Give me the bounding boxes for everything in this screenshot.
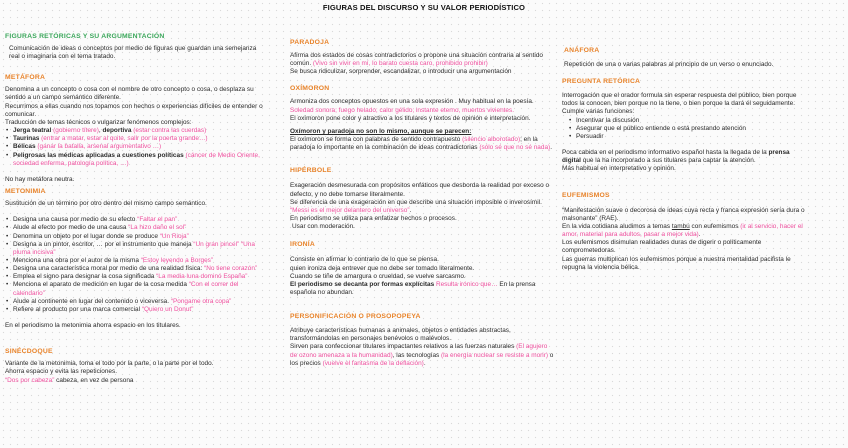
text: o los precios (290, 351, 554, 367)
list-item (5, 306, 271, 314)
text: que la ha incorporado a sus titulares para captar la atención. (580, 157, 756, 165)
list-item (5, 135, 271, 143)
term: deportiva (102, 127, 132, 135)
example: “La hizo daño el sol” (128, 224, 187, 232)
sinecdoque-example-line (5, 377, 275, 385)
ironia-heading: IRONÍA (290, 241, 315, 249)
example: (cáncer de Medio Oriente, sociedad enferma, patología política, …) (13, 151, 260, 167)
sinecdoque-p1: Variante de la metonimia, toma el todo por la parte, o la parte por el todo. (5, 360, 214, 368)
list-item (5, 233, 271, 241)
intro-heading: FIGURAS RETÓRICAS Y SU ARGUMENTACIÓN (5, 33, 165, 40)
metonimia-closing: En el periodismo la metonimia ahorra espacio en los titulares. (5, 322, 181, 330)
eufemismos-heading: EUFEMISMOS (562, 191, 610, 199)
item-text: Designa a un pintor, escritor, … por el instrumento que maneja (13, 240, 194, 248)
example: (entrar a matar, estar al quite, salir por la puerta grande…) (41, 135, 208, 143)
sinecdoque-heading: SINÉCDOQUE (5, 348, 53, 356)
example: (estar contra las cuerdas) (133, 127, 207, 135)
text: . (409, 206, 412, 214)
metonimia-p1: Sustitución de un término por otro dentro del mismo campo semántico. (5, 200, 207, 208)
example: “Messi es el mejor delantero del universo” (290, 206, 410, 214)
item-text: Menciona el aparato de medición en lugar de la cosa medida (13, 281, 189, 289)
list-item: • Asegurar que el público entiende o está prestando atención (568, 125, 808, 133)
oximoron-p2: El oxímoron pone color y atractivo a los titulares y textos de opinión e interpretación. (290, 114, 531, 122)
text: ; en la paradoja lo importante en la combinación de ideas contradictorias (290, 136, 538, 152)
example: (la energía nuclear se resiste a morir) (441, 351, 549, 359)
example: (silencio alborotado) (462, 136, 521, 144)
ironia-p4 (290, 281, 556, 297)
item-text: Designa una característica moral por medio de una realidad física: (13, 265, 205, 273)
metafora-p3: Traducción de temas técnicos o vulgarizar fenómenos complejos: (5, 118, 192, 126)
example: (sólo sé que no sé nada) (479, 144, 551, 152)
example: “La media luna dominó España” (156, 273, 248, 281)
sinecdoque-section (5, 360, 275, 384)
list-item (5, 241, 271, 257)
pregunta-p4: Más habitual en interpretativo y opinión. (562, 165, 676, 173)
term: Bélicas (13, 143, 36, 151)
term: Peligrosas las médicas aplicadas a cuestiones políticas (13, 151, 184, 159)
text: Se diferencia de una exageración en que describe una situación imposible o inverosímil. (290, 198, 542, 206)
item-text: Alude al continente en lugar del contenido o viceversa. (13, 297, 171, 305)
hiperbole-p2 (290, 199, 556, 215)
text: En la prensa española no abundan. (290, 280, 536, 296)
metonimia-heading: METONIMIA (5, 188, 46, 196)
list-item (5, 298, 271, 306)
list-item (5, 273, 271, 281)
example: “No tiene corazón” (204, 265, 258, 273)
paradoja-p1 (290, 52, 556, 68)
oximoron-p1: Armoniza dos conceptos opuestos en una sola expresión . Muy habitual en la poesía. (290, 98, 534, 106)
pregunta-p3 (562, 149, 808, 165)
item-text: Denomina un objeto por el lugar donde se produce (13, 232, 160, 240)
hiperbole-p1: Exageración desmesurada con propósitos enfáticos que desborda la realidad por exceso o defecto, y no debe tomarse literalmente. (290, 182, 550, 198)
metafora-section (5, 86, 275, 184)
list-item (5, 224, 271, 232)
metafora-heading: METÁFORA (5, 74, 46, 82)
text: El oxímoron se forma con palabras de sentido contrapuesto (290, 136, 463, 144)
item-text: Emplea el signo para designar la cosa significada (13, 273, 157, 281)
eufemismos-p2 (562, 223, 808, 239)
intro-text: Comunicación de ideas o conceptos por medio de figuras que guardan una semejanza real o imaginaria con el tema tratado. (9, 45, 257, 61)
eufemismos-section (562, 207, 808, 272)
metonimia-section (5, 200, 275, 330)
item-text: Designa una causa por medio de su efecto (13, 216, 138, 224)
metafora-p1: Denomina a un concepto o cosa con el nombre de otro concepto o cosa, o desplaza su sentido a un campo semántico diferente. (5, 86, 254, 102)
metafora-p2: Recurrimos a ellas cuando nos topamos con hechos o experiencias difíciles de entender o comunicar. (5, 102, 263, 118)
eufemismos-p3: Los eufemismos disimulan realidades duras de digerir o políticamente comprometedoras. (562, 239, 762, 255)
column-right (562, 14, 808, 272)
paradoja-heading: PARADOJA (290, 39, 330, 46)
ironia-p1: Consiste en afirmar lo contrario de lo que se piensa. (290, 256, 439, 264)
text: . (550, 144, 552, 152)
example: (gobierno títere) (53, 127, 99, 135)
text: Sirven para confeccionar titulares impactantes relativos a las fuerzas naturales (290, 343, 517, 351)
oximoron-examples: Soledad sonora; fuego helado; calor gélido; instante eterno, muertos vivientes. (290, 106, 515, 114)
pregunta-p2: Cumple varias funciones: (562, 108, 635, 116)
emphasis: prensa digital (562, 149, 790, 165)
example-tail: cabeza, en vez de persona (54, 376, 134, 384)
item-text: Refiere al producto por una marca comercial (13, 305, 142, 313)
eufemismos-p4: Las guerras multiplican los eufemismos porque a nuestra mentalidad pacifista le repugna la violencia bélica. (562, 255, 791, 271)
list-item: • Incentivar la discusión (568, 117, 808, 125)
pregunta-section (562, 92, 808, 173)
example: (ir al servicio, hacer el amor, material para adultos, pasar a mejor vida) (562, 222, 803, 239)
column-middle (290, 14, 556, 368)
example: (ganar la batalla, arsenal argumentativo …) (37, 143, 162, 151)
example: (El agujero de ozono amenaza a la humanidad) (290, 343, 548, 359)
ironia-section (290, 256, 556, 297)
anafora-p1: Repetición de una o varias palabras al principio de un verso o enunciado. (564, 61, 774, 68)
term: Jerga teatral (13, 127, 52, 135)
list-item (5, 152, 271, 168)
personificacion-p1: Atribuye características humanas a animales, objetos o entidades abstractas, transformándolas en personajes benévolos o malévolos. (290, 327, 511, 343)
metafora-list (5, 127, 271, 168)
text: , las tecnologías (392, 351, 442, 359)
personificacion-p2 (290, 343, 556, 367)
item-text: Menciona una obra por el autor de la misma (13, 256, 141, 264)
list-item (5, 216, 271, 224)
anafora-heading: ANÁFORA (564, 47, 600, 54)
example: “Estoy leyendo a Borges” (140, 256, 214, 264)
list-item: • Persuadir (568, 133, 808, 141)
example: “Con el correr del calendario” (13, 281, 239, 297)
example: “Pongame otra copa” (170, 297, 232, 305)
list-item (5, 143, 271, 151)
separator: , (98, 127, 103, 135)
term: Taurinas (13, 135, 40, 143)
item-text: Alude al efecto por medio de una causa (13, 224, 129, 232)
text: En la vida cotidiana aludimos a temas (562, 222, 672, 230)
text: con eufemismos (689, 222, 741, 230)
example: “Dos por cabeza” (5, 376, 55, 384)
example: (Vivo sin vivir en mí, lo barato cuesta caro, prohibido prohibir) (312, 60, 488, 68)
example: (vuelve el fantasma de la deflación) (322, 359, 424, 367)
hiperbole-section (290, 182, 556, 231)
oximoron-p3 (290, 136, 556, 152)
text: . (698, 231, 701, 239)
pregunta-list (562, 117, 808, 141)
eufemismos-p1: “Manifestación suave o decorosa de ideas cuya recta y franca expresión sería dura o malsonante” (RAE). (562, 206, 805, 222)
text: Poca cabida en el periodismo informativo español hasta la llegada de la (562, 149, 769, 157)
ironia-p3: Cuando se tiñe de amargura o crueldad, se vuelve sarcasmo. (290, 272, 466, 280)
list-item (5, 127, 271, 135)
ironia-p2: quien ironiza deja entrever que no debe ser tomado literalmente. (290, 264, 475, 272)
oximoron-subheading: Oxímoron y paradoja no son lo mismo, aunque se parecen: (290, 127, 472, 135)
example: “Un gran pincel” “Una pluma incisiva” (13, 240, 255, 256)
personificacion-heading: PERSONIFICACIÓN O PROSOPOPEYA (290, 313, 421, 321)
list-item (5, 257, 271, 265)
column-left (5, 14, 275, 385)
paradoja-p2: Se busca ridiculizar, sorprender, escandalizar, o introducir una argumentación (290, 68, 512, 76)
metafora-closing: No hay metáfora neutra. (5, 175, 75, 183)
hiperbole-p3: En periodismo se utiliza para enfatizar hechos o procesos. (290, 215, 457, 223)
hiperbole-p4: Usar con moderación. (292, 223, 355, 231)
pregunta-p1: Interrogación que el orador formula sin esperar respuesta del público, bien porque todos la conocen, bien porque no la tiene, o bien porque la dará él seguidamente. (562, 92, 797, 108)
pregunta-heading: PREGUNTA RETÓRICA (562, 78, 641, 86)
example: Resulta irónico que… (434, 280, 500, 288)
example: “Faltar el pan” (137, 216, 178, 224)
emphasis: El periodismo se decanta por formas explícitas (290, 280, 435, 288)
list-item (5, 281, 271, 297)
personificacion-section (290, 327, 556, 368)
sinecdoque-p2: Ahorra espacio y evita las repeticiones. (5, 368, 117, 376)
oximoron-section (290, 98, 556, 152)
underlined-word: tambú (671, 222, 690, 230)
page-title: FIGURAS DEL DISCURSO Y SU VALOR PERIODÍSTICO (322, 3, 526, 12)
text: Afirma dos estados de cosas contradictorios o propone una situación contraria al sentido común. (290, 52, 543, 68)
list-item (5, 265, 271, 273)
oximoron-heading: OXÍMORON (290, 85, 330, 93)
text: . (423, 359, 426, 367)
example: “Un Rioja” (159, 232, 189, 240)
metonimia-list (5, 216, 271, 314)
hiperbole-heading: HIPÉRBOLE (290, 167, 332, 175)
paradoja-section (290, 52, 556, 76)
example: “Quiero un Donut” (141, 305, 194, 313)
